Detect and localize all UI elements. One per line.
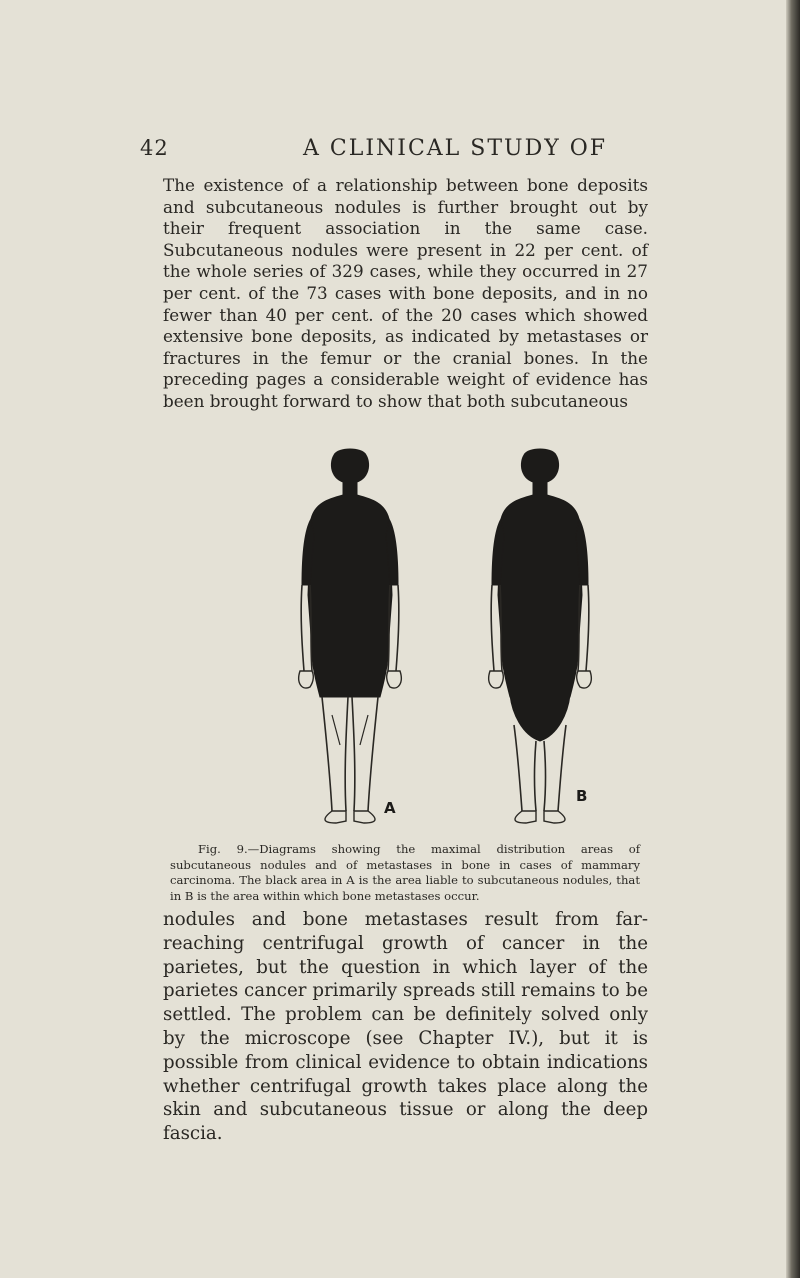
- figure-label-b: B: [576, 787, 588, 805]
- body-paragraph-1: The existence of a relationship between bone deposits and subcutaneous nodules is further brought out by their frequent association in the same case. Subcutaneous nodules were present in 22 per cent. of the whole series of 329 cases, while they occurred in 27 per cent. of the 73 cases with bone deposits, and in no fewer than 40 per cent. of the 20 cases which showed extensive bone deposits, as indicated by metastases or fractures in the femur or the cranial bones. In the preceding pages a considerable weight of evidence has been brought forward to show that both subcutaneous: [163, 175, 648, 411]
- page-number: 42: [140, 136, 169, 160]
- page-header: [140, 136, 660, 170]
- figure-caption: Fig. 9.—Diagrams showing the maximal distribution areas of subcutaneous nodules and of metastases in bone in cases of mammary carcinoma. The black area in A is the area liable to subcutaneous nodules, that in B is the area within which bone metastases occur.: [170, 842, 640, 903]
- body-diagrams: [270, 445, 610, 827]
- figure-label-a: A: [384, 799, 396, 817]
- body-paragraph-2: nodules and bone metastases result from far-reaching centrifugal growth of cancer in the parietes, but the question in which layer of the parietes cancer primarily spreads still remains to be settled. The problem can be definitely solved only by the microscope (see Chapter IV.), but it is possible from clinical evidence to obtain indications whether centrifugal growth takes place along the skin and subcutaneous tissue or along the deep fascia.: [163, 909, 648, 1145]
- figure-b: [489, 449, 592, 823]
- figure-a: [299, 449, 402, 823]
- figure-9: [270, 445, 610, 827]
- running-head: A CLINICAL STUDY OF: [303, 136, 608, 161]
- page-edge-shadow: [786, 0, 800, 1278]
